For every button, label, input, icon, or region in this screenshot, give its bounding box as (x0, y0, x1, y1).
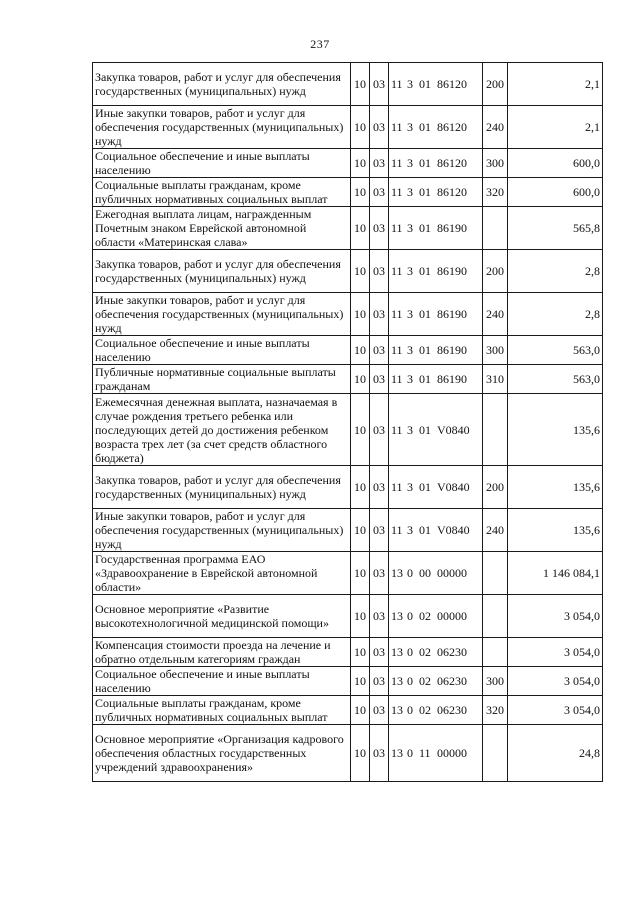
target-article-segment: 02 (419, 674, 431, 688)
target-article-segment: 11 (391, 372, 403, 386)
amount-cell: 2,8 (508, 293, 603, 336)
section-code-cell: 10 (351, 552, 370, 595)
section-code-cell: 10 (351, 250, 370, 293)
table-row (93, 207, 603, 250)
table-row (93, 638, 603, 667)
expense-type-cell: 200 (483, 466, 508, 509)
expense-name-cell: Основное мероприятие «Организация кадрового обеспечения областных государственных учреждений здравоохранения» (93, 725, 351, 782)
target-article-segment: 13 (391, 566, 403, 580)
section-code-cell: 10 (351, 725, 370, 782)
expense-type-cell (483, 725, 508, 782)
budget-table (92, 62, 603, 782)
target-article-segment: V0840 (437, 480, 470, 494)
target-article-segment: 01 (419, 343, 431, 357)
expense-name-cell: Иные закупки товаров, работ и услуг для обеспечения государственных (муниципальных) нужд (93, 293, 351, 336)
expense-type-cell (483, 595, 508, 638)
table-row (93, 552, 603, 595)
table-row (93, 466, 603, 509)
target-article-segment: 3 (407, 77, 413, 91)
subsection-code-cell: 03 (370, 250, 389, 293)
expense-name-cell: Закупка товаров, работ и услуг для обеспечения государственных (муниципальных) нужд (93, 250, 351, 293)
target-article-segment: 11 (391, 264, 403, 278)
target-article-segment: 01 (419, 480, 431, 494)
target-article-segment: 11 (391, 156, 403, 170)
expense-name-cell: Закупка товаров, работ и услуг для обеспечения государственных (муниципальных) нужд (93, 466, 351, 509)
target-article-segment: 01 (419, 221, 431, 235)
amount-cell: 2,8 (508, 250, 603, 293)
subsection-code-cell: 03 (370, 667, 389, 696)
target-article-segment: 11 (391, 523, 403, 537)
subsection-code-cell: 03 (370, 207, 389, 250)
expense-type-cell (483, 394, 508, 466)
target-article-segment: 06230 (437, 645, 467, 659)
subsection-code-cell: 03 (370, 178, 389, 207)
section-code-cell: 10 (351, 696, 370, 725)
target-article-segment: 01 (419, 422, 431, 437)
target-article-segment: 0 (407, 674, 413, 688)
expense-name-cell: Социальное обеспечение и иные выплаты населению (93, 336, 351, 365)
target-article-segment: 01 (419, 120, 431, 134)
table-row (93, 595, 603, 638)
target-article-segment: 0 (407, 566, 413, 580)
expense-name-cell: Публичные нормативные социальные выплаты гражданам (93, 365, 351, 394)
expense-name-cell: Социальные выплаты гражданам, кроме публичных нормативных социальных выплат (93, 696, 351, 725)
target-article-segment: V0840 (437, 523, 470, 537)
expense-type-cell (483, 552, 508, 595)
expense-name-cell: Ежегодная выплата лицам, награжденным Почетным знаком Еврейской автономной области «Материнская слава» (93, 207, 351, 250)
target-article-segment: 11 (391, 422, 403, 437)
subsection-code-cell: 03 (370, 509, 389, 552)
expense-name-cell: Социальные выплаты гражданам, кроме публичных нормативных социальных выплат (93, 178, 351, 207)
section-code-cell: 10 (351, 365, 370, 394)
amount-cell: 565,8 (508, 207, 603, 250)
target-article-segment: 02 (419, 609, 431, 623)
target-article-segment: 11 (391, 221, 403, 235)
target-article-segment: 3 (407, 185, 413, 199)
table-row (93, 149, 603, 178)
target-article-segment: 3 (407, 372, 413, 386)
section-code-cell: 10 (351, 336, 370, 365)
table-row (93, 336, 603, 365)
target-article-segment: 3 (407, 343, 413, 357)
target-article-cell (389, 149, 483, 178)
target-article-segment: 86120 (437, 185, 467, 199)
table-row (93, 365, 603, 394)
target-article-cell (389, 63, 483, 106)
expense-type-cell: 240 (483, 293, 508, 336)
page-number: 237 (310, 37, 330, 51)
expense-type-cell: 240 (483, 106, 508, 149)
target-article-segment: 11 (391, 480, 403, 494)
expense-name-cell: Закупка товаров, работ и услуг для обеспечения государственных (муниципальных) нужд (93, 63, 351, 106)
target-article-cell (389, 509, 483, 552)
target-article-segment: 86120 (437, 156, 467, 170)
section-code-cell: 10 (351, 394, 370, 466)
amount-cell: 135,6 (508, 466, 603, 509)
amount-cell: 563,0 (508, 365, 603, 394)
target-article-cell (389, 552, 483, 595)
target-article-segment: 11 (391, 77, 403, 91)
target-article-segment: 01 (419, 264, 431, 278)
target-article-segment: 00 (419, 566, 431, 580)
target-article-segment: 02 (419, 645, 431, 659)
target-article-segment: 13 (391, 674, 403, 688)
target-article-cell (389, 365, 483, 394)
target-article-segment: 0 (407, 746, 413, 760)
target-article-segment: 3 (407, 156, 413, 170)
table-row (93, 293, 603, 336)
target-article-cell (389, 638, 483, 667)
expense-type-cell: 320 (483, 178, 508, 207)
table-row (93, 63, 603, 106)
target-article-segment: 11 (419, 746, 431, 760)
target-article-segment: 3 (407, 480, 413, 494)
budget-table-body (93, 63, 603, 782)
subsection-code-cell: 03 (370, 696, 389, 725)
target-article-segment: 06230 (437, 674, 467, 688)
target-article-segment: 86190 (437, 343, 467, 357)
target-article-segment: 01 (419, 77, 431, 91)
section-code-cell: 10 (351, 293, 370, 336)
target-article-segment: 13 (391, 609, 403, 623)
expense-name-cell: Иные закупки товаров, работ и услуг для обеспечения государственных (муниципальных) нужд (93, 106, 351, 149)
target-article-segment: 0 (407, 645, 413, 659)
section-code-cell: 10 (351, 466, 370, 509)
target-article-segment: 86190 (437, 372, 467, 386)
target-article-cell (389, 207, 483, 250)
target-article-cell (389, 667, 483, 696)
target-article-segment: 11 (391, 185, 403, 199)
target-article-cell (389, 466, 483, 509)
target-article-cell (389, 696, 483, 725)
expense-name-cell: Иные закупки товаров, работ и услуг для обеспечения государственных (муниципальных) нужд (93, 509, 351, 552)
amount-cell: 135,6 (508, 509, 603, 552)
amount-cell: 1 146 084,1 (508, 552, 603, 595)
target-article-segment: 11 (391, 343, 403, 357)
target-article-cell (389, 293, 483, 336)
subsection-code-cell: 03 (370, 149, 389, 178)
subsection-code-cell: 03 (370, 336, 389, 365)
amount-cell: 24,8 (508, 725, 603, 782)
expense-name-cell: Компенсация стоимости проезда на лечение и обратно отдельным категориям граждан (93, 638, 351, 667)
expense-name-cell: Ежемесячная денежная выплата, назначаемая в случае рождения третьего ребенка или последующих детей до достижения ребенком возраста трех лет (за счет средств областного бюджета) (93, 394, 351, 466)
target-article-cell (389, 250, 483, 293)
section-code-cell: 10 (351, 638, 370, 667)
target-article-segment: 3 (407, 422, 413, 437)
target-article-segment: 86190 (437, 307, 467, 321)
target-article-cell (389, 595, 483, 638)
subsection-code-cell: 03 (370, 365, 389, 394)
amount-cell: 3 054,0 (508, 595, 603, 638)
section-code-cell: 10 (351, 63, 370, 106)
target-article-segment: 02 (419, 703, 431, 717)
section-code-cell: 10 (351, 106, 370, 149)
target-article-segment: 06230 (437, 703, 467, 717)
target-article-segment: 01 (419, 307, 431, 321)
target-article-segment: 3 (407, 307, 413, 321)
target-article-cell (389, 178, 483, 207)
target-article-cell (389, 106, 483, 149)
target-article-cell (389, 336, 483, 365)
expense-name-cell: Государственная программа ЕАО «Здравоохранение в Еврейской автономной области» (93, 552, 351, 595)
subsection-code-cell: 03 (370, 394, 389, 466)
target-article-segment: 0 (407, 609, 413, 623)
subsection-code-cell: 03 (370, 466, 389, 509)
target-article-segment: 00000 (437, 566, 467, 580)
expense-type-cell: 320 (483, 696, 508, 725)
target-article-segment: V0840 (437, 422, 470, 437)
target-article-segment: 3 (407, 264, 413, 278)
amount-cell: 3 054,0 (508, 696, 603, 725)
target-article-segment: 01 (419, 372, 431, 386)
subsection-code-cell: 03 (370, 638, 389, 667)
expense-type-cell: 200 (483, 250, 508, 293)
table-row (93, 250, 603, 293)
table-row (93, 509, 603, 552)
amount-cell: 3 054,0 (508, 667, 603, 696)
table-row (93, 106, 603, 149)
target-article-segment: 11 (391, 120, 403, 134)
target-article-cell (389, 394, 483, 466)
amount-cell: 2,1 (508, 106, 603, 149)
target-article-segment: 01 (419, 523, 431, 537)
section-code-cell: 10 (351, 178, 370, 207)
section-code-cell: 10 (351, 667, 370, 696)
expense-name-cell: Основное мероприятие «Развитие высокотехнологичной медицинской помощи» (93, 595, 351, 638)
target-article-segment: 86190 (437, 221, 467, 235)
target-article-segment: 00000 (437, 746, 467, 760)
amount-cell: 600,0 (508, 178, 603, 207)
subsection-code-cell: 03 (370, 106, 389, 149)
target-article-segment: 13 (391, 703, 403, 717)
target-article-segment: 00000 (437, 609, 467, 623)
target-article-segment: 11 (391, 307, 403, 321)
amount-cell: 135,6 (508, 394, 603, 466)
target-article-segment: 3 (407, 120, 413, 134)
target-article-segment: 86120 (437, 77, 467, 91)
expense-type-cell: 240 (483, 509, 508, 552)
section-code-cell: 10 (351, 509, 370, 552)
amount-cell: 600,0 (508, 149, 603, 178)
section-code-cell: 10 (351, 595, 370, 638)
target-article-segment: 0 (407, 703, 413, 717)
table-row (93, 178, 603, 207)
expense-type-cell: 200 (483, 63, 508, 106)
expense-type-cell: 310 (483, 365, 508, 394)
table-row (93, 725, 603, 782)
expense-type-cell (483, 638, 508, 667)
table-row (93, 394, 603, 466)
expense-type-cell: 300 (483, 149, 508, 178)
section-code-cell: 10 (351, 207, 370, 250)
target-article-segment: 01 (419, 185, 431, 199)
table-row (93, 667, 603, 696)
amount-cell: 2,1 (508, 63, 603, 106)
expense-name-cell: Социальное обеспечение и иные выплаты населению (93, 149, 351, 178)
subsection-code-cell: 03 (370, 293, 389, 336)
amount-cell: 3 054,0 (508, 638, 603, 667)
target-article-segment: 86120 (437, 120, 467, 134)
subsection-code-cell: 03 (370, 552, 389, 595)
expense-type-cell (483, 207, 508, 250)
expense-type-cell: 300 (483, 667, 508, 696)
target-article-segment: 13 (391, 746, 403, 760)
subsection-code-cell: 03 (370, 63, 389, 106)
expense-type-cell: 300 (483, 336, 508, 365)
subsection-code-cell: 03 (370, 595, 389, 638)
table-row (93, 696, 603, 725)
section-code-cell: 10 (351, 149, 370, 178)
subsection-code-cell: 03 (370, 725, 389, 782)
target-article-segment: 3 (407, 221, 413, 235)
target-article-segment: 13 (391, 645, 403, 659)
amount-cell: 563,0 (508, 336, 603, 365)
expense-name-cell: Социальное обеспечение и иные выплаты населению (93, 667, 351, 696)
target-article-segment: 3 (407, 523, 413, 537)
target-article-segment: 86190 (437, 264, 467, 278)
target-article-segment: 01 (419, 156, 431, 170)
target-article-cell (389, 725, 483, 782)
